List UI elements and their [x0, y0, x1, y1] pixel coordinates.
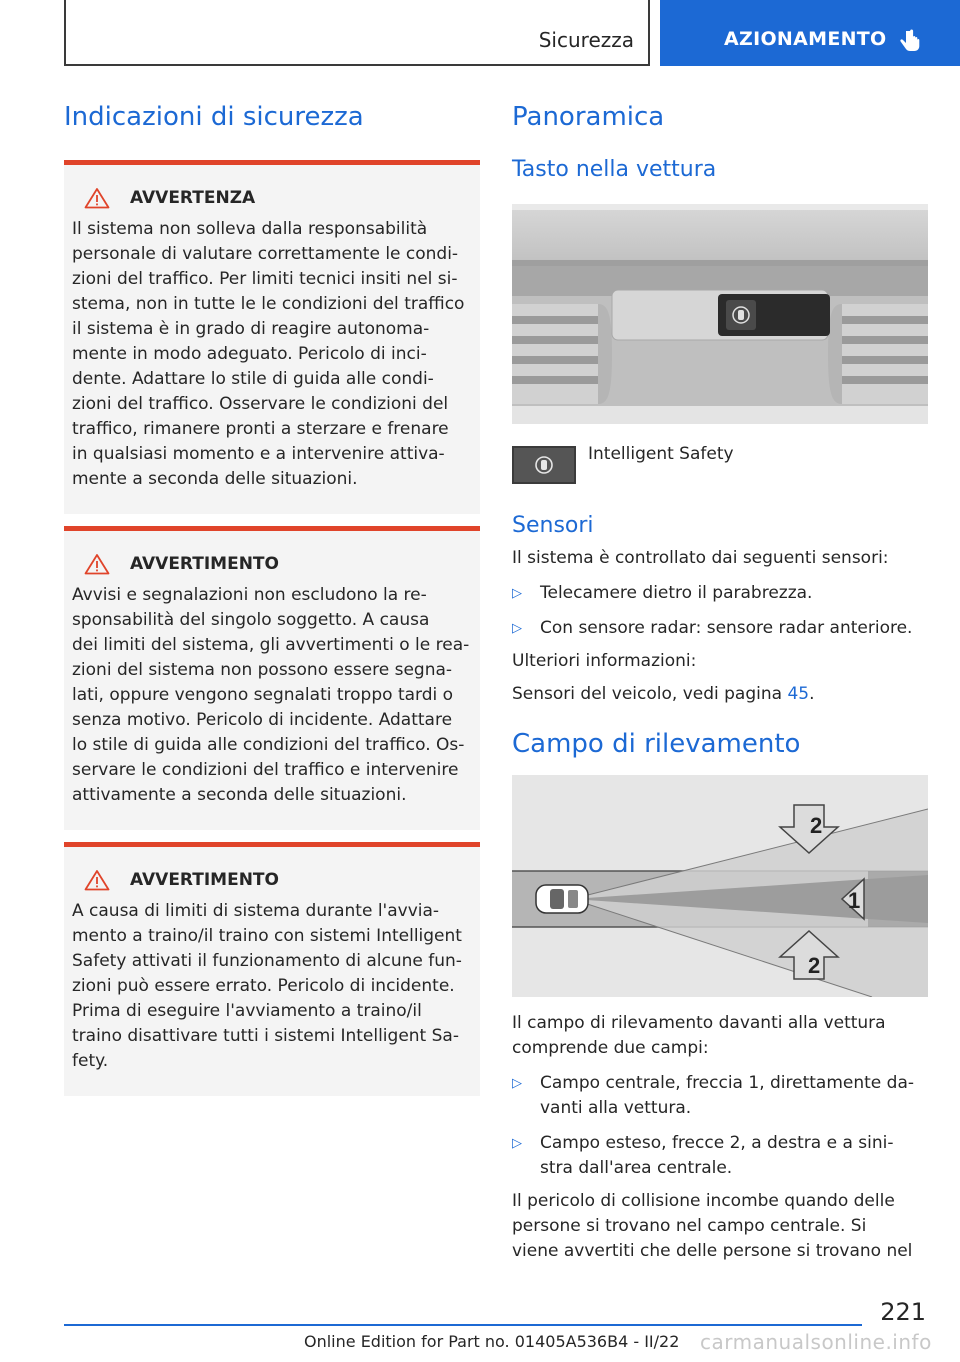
list-item: ▷ Campo centrale, freccia 1, direttamente da- vanti alla vettura. — [512, 1071, 928, 1121]
footer-edition: Online Edition for Part no. 01405A536B4 - II/22 — [304, 1332, 680, 1351]
subtitle-button-in-car: Tasto nella vettura — [512, 157, 717, 182]
button-legend — [512, 446, 928, 484]
warning-box-3 — [64, 842, 480, 1096]
warning-text: Avvisi e segnalazioni non escludono la re- sponsabilità del singolo soggetto. A causa dei limiti del sistema, gli avvertimenti o le rea- zioni del sistema non possono essere segna- lati, oppure vengono segnalati troppo tardi o senza motivo. Pericolo di incidente. Adattare lo stile di guida alle condizioni del traffico. Os- servare le condizioni del traffico e intervenire attivamente a seconda delle situazioni. — [72, 585, 470, 805]
cross-reference: Sensori del veicolo, vedi pagina 45. — [512, 684, 815, 704]
warning-box-1 — [64, 160, 480, 514]
arrow-label-1: 1 — [848, 888, 861, 913]
warning-triangle-icon — [84, 553, 110, 575]
warning-triangle-icon — [84, 187, 110, 209]
list-item: ▷ Campo esteso, frecce 2, a destra e a sini- stra dall'area centrale. — [512, 1131, 928, 1181]
warning-box-2 — [64, 526, 480, 830]
triangle-bullet-icon: ▷ — [512, 1136, 522, 1151]
chapter-tab[interactable] — [660, 0, 960, 66]
sensors-intro: Il sistema è controllato dai seguenti sensori: — [512, 548, 889, 568]
left-column — [64, 102, 480, 1096]
warning-heading: AVVERTIMENTO — [130, 554, 279, 574]
header-section-title: Sicurezza — [538, 28, 634, 52]
warning-heading: AVVERTENZA — [130, 188, 256, 208]
triangle-bullet-icon: ▷ — [512, 1076, 522, 1091]
chapter-tab-label: AZIONAMENTO — [724, 28, 887, 50]
list-item: ▷ Telecamere dietro il parabrezza. — [512, 581, 928, 606]
more-info-label: Ulteriori informazioni: — [512, 651, 697, 671]
section-title-safety: Indicazioni di sicurezza — [64, 102, 364, 132]
watermark: carmanualsonline.info — [700, 1330, 932, 1354]
section-title-detection-field: Campo di rilevamento — [512, 729, 801, 759]
right-column — [512, 102, 928, 1264]
field-intro: Il campo di rilevamento davanti alla vettura comprende due campi: — [512, 1013, 886, 1058]
page-number: 221 — [880, 1298, 926, 1326]
dashboard-button-photo — [512, 204, 928, 424]
button-legend-label: Intelligent Safety — [588, 444, 734, 464]
arrow-label-2-top: 2 — [810, 813, 823, 838]
car-icon — [536, 885, 588, 913]
closing-paragraph: Il pericolo di collisione incombe quando delle persone si trovano nel campo centrale. Si viene avvertiti che delle persone si trovano nel — [512, 1191, 913, 1261]
warning-text: Il sistema non solleva dalla responsabilità personale di valutare correttamente le condi- zioni del traffico. Per limiti tecnici insiti nel si- stema, non in tutte le le condizioni del traffico il sistema è in grado di reagire autonoma- mente in modo adeguato. Pericolo di inci- dente. Adattare lo stile di guida alle condi- zioni del traffico. Osservare le condizioni del traffico, rimanere pronti a sterzare e frenare in qualsiasi momento e a intervenire attiva- mente a seconda delle situazioni. — [72, 219, 465, 489]
arrow-label-2-bottom: 2 — [808, 953, 821, 978]
triangle-bullet-icon: ▷ — [512, 586, 522, 601]
triangle-bullet-icon: ▷ — [512, 621, 522, 636]
warning-triangle-icon — [84, 869, 110, 891]
detection-field-diagram — [512, 775, 928, 997]
footer-divider — [64, 1324, 862, 1326]
hand-pointer-icon — [896, 28, 924, 56]
list-item: ▷ Con sensore radar: sensore radar anteriore. — [512, 616, 928, 641]
page-link[interactable]: 45 — [787, 684, 810, 704]
intelligent-safety-button-icon — [512, 446, 576, 484]
subtitle-sensors: Sensori — [512, 513, 594, 538]
warning-text: A causa di limiti di sistema durante l'avvia- mento a traino/il traino con sistemi Intelligent Safety attivati il funzionamento di alcune fun- zioni può essere errato. Pericolo di incidente. Prima di eseguire l'avviamento a traino/il traino disattivare tutti i sistemi Intelligent Sa- fety. — [72, 901, 462, 1071]
warning-heading: AVVERTIMENTO — [130, 870, 279, 890]
section-title-overview: Panoramica — [512, 102, 665, 132]
header-section-box — [64, 0, 650, 66]
